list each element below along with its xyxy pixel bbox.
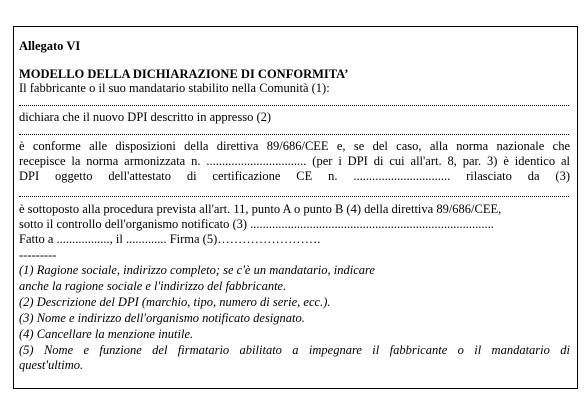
note-1-line-2: anche la ragione sociale e l'indirizzo del fabbricante. — [19, 279, 287, 293]
note-1-line-1: (1) Ragione sociale, indirizzo completo; se c'è un mandatario, indicare — [19, 263, 375, 277]
note-2: (2) Descrizione del DPI (marchio, tipo, numero di serie, ecc.). — [19, 295, 331, 309]
note-5-line-1: (5) Nome e funzione del firmatario abilitato a impegnare il fabbricante o il mandatario di — [19, 343, 570, 357]
notes-separator: --------- — [19, 248, 57, 262]
note-4: (4) Cancellare la menzione inutile. — [19, 327, 194, 341]
annex-title: Allegato VI — [19, 39, 81, 53]
dotted-separator-3 — [19, 196, 569, 197]
declares-line: dichiara che il nuovo DPI descritto in appresso (2) — [19, 110, 272, 124]
manufacturer-line: Il fabbricante o il suo mandatario stabilito nella Comunità (1): — [19, 81, 330, 95]
conformity-line-1: è conforme alle disposizioni della direttiva 89/686/CEE e, se del caso, alla norma nazionale che — [19, 139, 570, 153]
conformity-line-3: DPI oggetto dell'attestato di certificazione CE n. ............................... rilasciato da (3) — [19, 169, 570, 183]
procedure-line-1: è sottoposto alla procedura prevista all'art. 11, punto A o punto B (4) della direttiva 89/686/CEE, — [19, 202, 502, 216]
dotted-separator-2 — [19, 134, 569, 135]
signature-line: Fatto a ................., il ............. Firma (5)……………………. — [19, 232, 321, 246]
conformity-line-2: recepisce la norma armonizzata n. ................................ (per i DPI di cui all'art. 8, par. 3) è identico al — [19, 154, 570, 168]
procedure-line-2: sotto il controllo dell'organismo notificato (3) .............................................................................. — [19, 217, 494, 231]
dotted-separator-1 — [19, 105, 569, 106]
note-3: (3) Nome e indirizzo dell'organismo notificato designato. — [19, 311, 305, 325]
document-heading: MODELLO DELLA DICHIARAZIONE DI CONFORMITA’ — [19, 67, 349, 81]
note-5-line-2: quest'ultimo. — [19, 358, 84, 372]
